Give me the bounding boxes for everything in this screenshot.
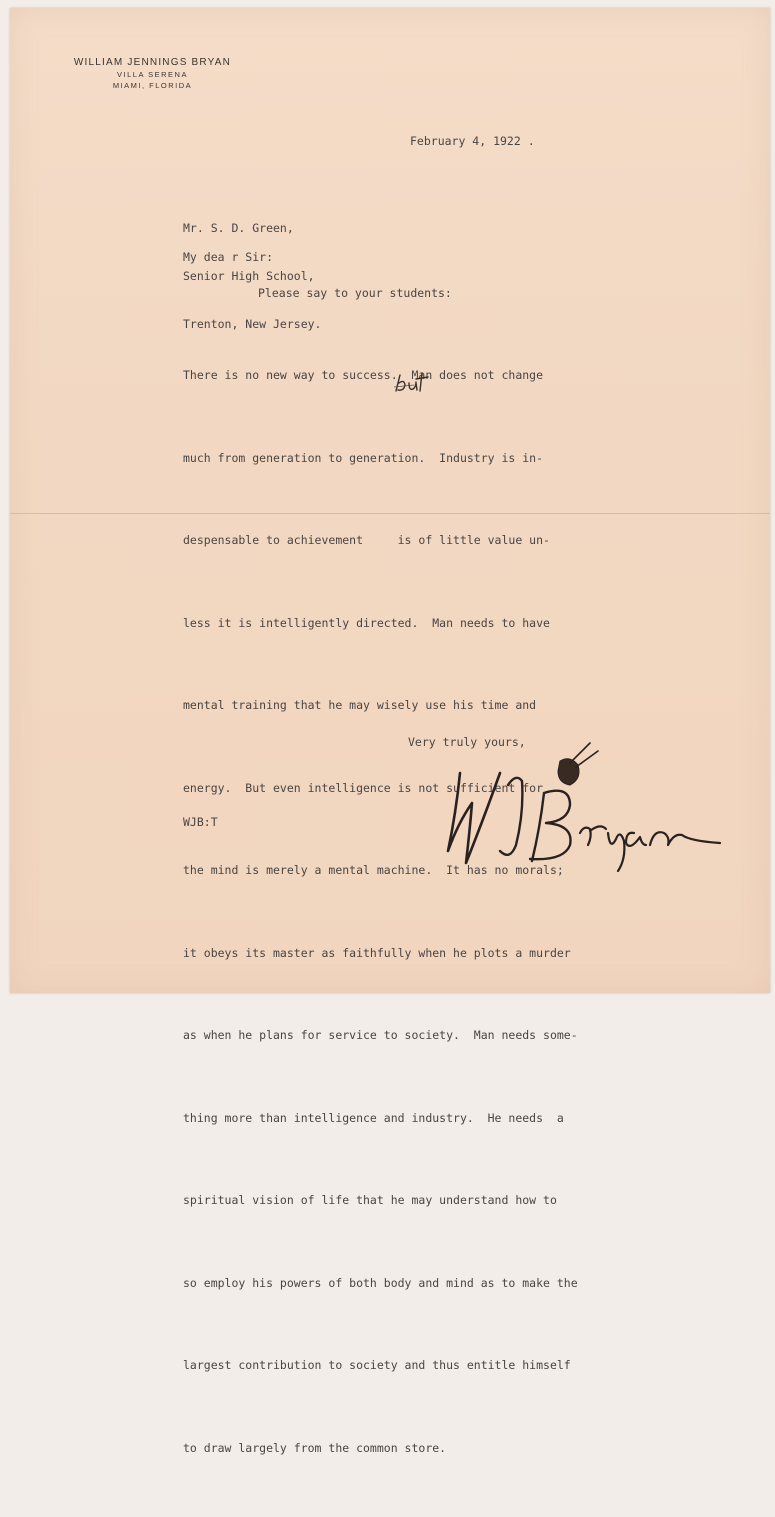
letter-date: February 4, 1922 . (410, 134, 535, 148)
body-line: it obeys its master as faithfully when he plots a murder (183, 945, 571, 960)
recipient-line: Trenton, New Jersey. (183, 317, 322, 331)
letterhead (50, 56, 255, 91)
recipient-line: Senior High School, (183, 269, 315, 283)
body-line: less it is intelligently directed. Man needs to have (183, 615, 550, 630)
letter-sheet (10, 8, 770, 1455)
body-line: spiritual vision of life that he may understand how to (183, 1193, 557, 1207)
body-line: largest contribution to society and thus entitle himself (183, 1358, 571, 1372)
body-line: much from generation to generation. Industry is in- (183, 450, 544, 465)
body-line: energy. But even intelligence is not sufficient for (183, 780, 544, 795)
letterhead-city: MIAMI, FLORIDA (112, 81, 193, 90)
body-line: the mind is merely a mental machine. It has no morals; (183, 863, 564, 877)
body-line: There is no new way to success. Man does not change (183, 368, 544, 382)
body-line: mental training that he may wisely use his time and (183, 698, 537, 712)
signature (420, 733, 740, 883)
handwritten-correction (390, 365, 435, 395)
body-line: so employ his powers of both body and mind as to make the (183, 1275, 578, 1290)
recipient-line: Mr. S. D. Green, (183, 221, 294, 235)
lead-line: Please say to your students: (258, 286, 452, 300)
letterhead-name: WILLIAM JENNINGS BRYAN (73, 57, 232, 68)
typist-initials: WJB:T (183, 815, 218, 829)
body-line: to draw largely from the common store. (183, 1440, 447, 1455)
letterhead-estate: VILLA SERENA (117, 70, 188, 79)
body-line: despensable to achievement is of little value un- (183, 533, 550, 547)
letter-body (183, 307, 578, 1517)
salutation: My dea r Sir: (183, 250, 274, 264)
body-line: thing more than intelligence and industry. He needs a (183, 1110, 564, 1125)
closing: Very truly yours, (408, 735, 526, 749)
body-line: as when he plans for service to society. Man needs some- (183, 1028, 578, 1042)
